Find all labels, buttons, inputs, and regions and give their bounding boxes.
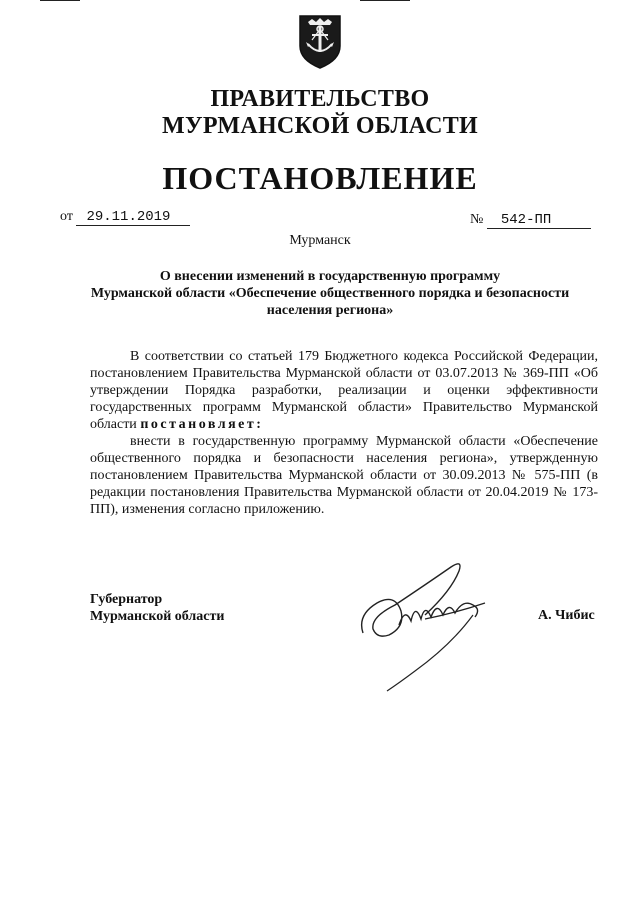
- body-paragraph: [90, 348, 598, 433]
- signatory-title-line: Мурманской области: [90, 609, 225, 624]
- document-number: 542-ПП: [487, 212, 591, 229]
- organization-name-line2: МУРМАНСКОЙ ОБЛАСТИ: [162, 113, 478, 139]
- document-subject: [70, 268, 590, 319]
- handwritten-signature: [355, 555, 505, 695]
- document-body: [90, 348, 598, 518]
- subject-line: населения региона»: [266, 303, 394, 318]
- subject-line: Мурманской области «Обеспечение общественного порядка и безопасности: [90, 286, 570, 301]
- scan-mark: [360, 0, 410, 1]
- decree-verb: постановляет:: [140, 417, 264, 432]
- number-field: [470, 212, 591, 229]
- coat-of-arms-emblem: [296, 12, 344, 70]
- scan-mark: [40, 0, 80, 1]
- document-date: 29.11.2019: [76, 209, 190, 226]
- organization-name-line1: ПРАВИТЕЛЬСТВО: [210, 86, 430, 112]
- document-type-title: ПОСТАНОВЛЕНИЕ: [162, 160, 478, 196]
- body-paragraph: внести в государственную программу Мурманской области «Обеспечение общественного порядка и безопасности населения региона», утвержденную постановлением Правительства Мурманской области от 30.09.2013 № 575-ПП (в редакции постановления Правительства Мурманской области от 20.04.2019 № 173-ПП), изменения согласно приложению.: [90, 434, 598, 517]
- signatory-name: А. Чибис: [538, 608, 595, 623]
- date-field: [60, 209, 190, 226]
- signatory-title: [90, 591, 224, 625]
- subject-line: О внесении изменений в государственную программу: [159, 269, 501, 284]
- date-prefix: от: [60, 209, 73, 224]
- city-name: Мурманск: [289, 233, 351, 248]
- paragraph-text: В соответствии со статьей 179 Бюджетного кодекса Российской Федерации, постановлением Правительства Мурманской области от 03.07.2013 № 369-ПП «Об утверждении Порядка разработки, реализации и оценки эффективности государственных программ Мурманской области» Правительство Мурманской области: [90, 349, 598, 432]
- signatory-title-line: Губернатор: [90, 592, 163, 607]
- number-prefix: №: [470, 212, 484, 227]
